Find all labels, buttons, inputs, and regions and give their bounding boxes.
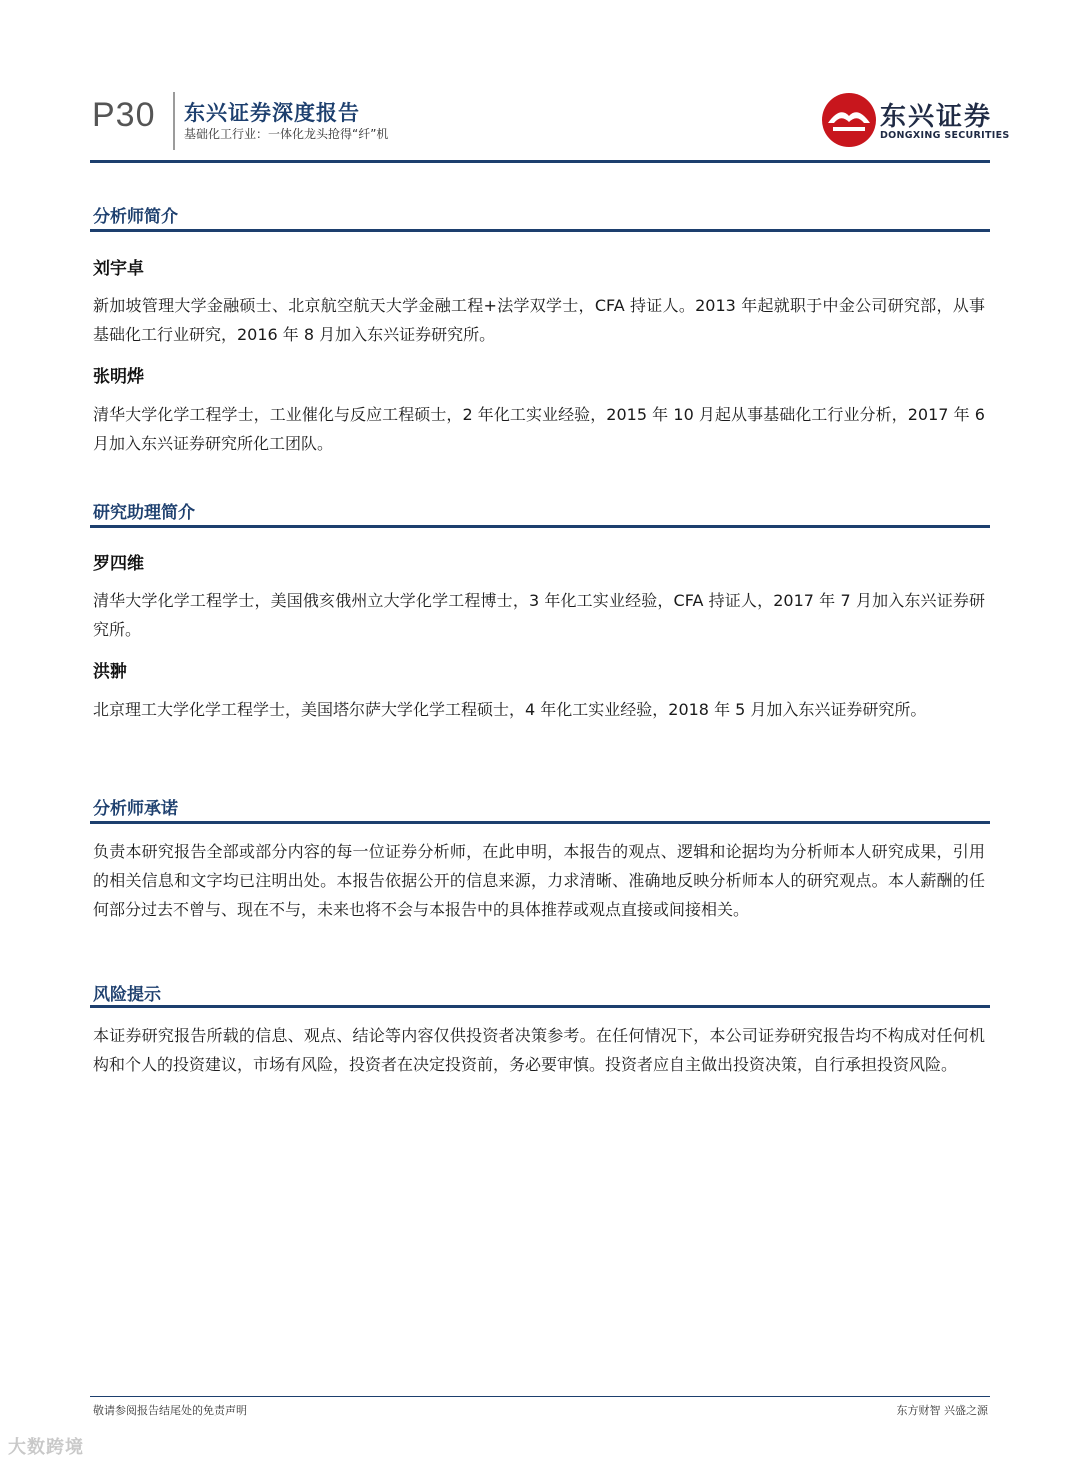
watermark: 大数跨境	[8, 1437, 84, 1458]
header-rule	[90, 160, 990, 163]
section-title-assistants: 研究助理简介	[93, 503, 195, 523]
footer-rule	[90, 1396, 990, 1397]
section-rule	[90, 525, 990, 528]
commitment-text: 负责本研究报告全部或部分内容的每一位证券分析师，在此申明，本报告的观点、逻辑和论据均为分析师本人研究成果，引用的相关信息和文字均已注明出处。本报告依据公开的信息来源，力求清晰、准确地反映分析师本人的研究观点。本人薪酬的任何部分过去不曾与、现在不与，未来也将不会与本报告中的具体推荐或观点直接或间接相关。	[93, 842, 985, 919]
analyst-bio: 清华大学化学工程学士，工业催化与反应工程硕士，2 年化工实业经验，2015 年 10 月起从事基础化工行业分析，2017 年 6 月加入东兴证券研究所化工团队。	[93, 405, 985, 453]
section-title-risk: 风险提示	[93, 985, 161, 1005]
analyst-bio: 新加坡管理大学金融硕士、北京航空航天大学金融工程+法学双学士，CFA 持证人。2013 年起就职于中金公司研究部，从事基础化工行业研究，2016 年 8 月加入东兴证券研究所。	[93, 296, 985, 344]
analyst-name: 刘宇卓	[93, 259, 144, 279]
footer-slogan: 东方财智 兴盛之源	[896, 1404, 988, 1417]
section-title-commitment: 分析师承诺	[93, 799, 178, 819]
page-number: P30	[92, 96, 156, 134]
report-title: 东兴证券深度报告	[184, 101, 360, 125]
section-rule	[90, 229, 990, 232]
header-divider	[173, 92, 175, 150]
logo-text-en: DONGXING SECURITIES	[880, 130, 1010, 141]
risk-text: 本证券研究报告所载的信息、观点、结论等内容仅供投资者决策参考。在任何情况下，本公司证券研究报告均不构成对任何机构和个人的投资建议，市场有风险，投资者在决定投资前，务必要审慎。投资者应自主做出投资决策，自行承担投资风险。	[93, 1026, 985, 1074]
report-subtitle: 基础化工行业：一体化龙头抢得“纤”机	[184, 127, 389, 141]
footer-disclaimer-note: 敬请参阅报告结尾处的免责声明	[93, 1404, 247, 1417]
assistant-bio: 清华大学化学工程学士，美国俄亥俄州立大学化学工程博士，3 年化工实业经验，CFA 持证人，2017 年 7 月加入东兴证券研究所。	[93, 591, 985, 639]
logo-text-cn: 东兴证券	[880, 102, 993, 132]
assistant-bio: 北京理工大学化学工程学士，美国塔尔萨大学化学工程硕士，4 年化工实业经验，2018 年 5 月加入东兴证券研究所。	[93, 700, 927, 719]
section-rule	[90, 821, 990, 824]
section-rule	[90, 1005, 990, 1008]
section-title-analysts: 分析师简介	[93, 207, 178, 227]
assistant-name: 洪翀	[93, 662, 127, 682]
analyst-name: 张明烨	[93, 367, 144, 387]
assistant-name: 罗四维	[93, 554, 144, 574]
